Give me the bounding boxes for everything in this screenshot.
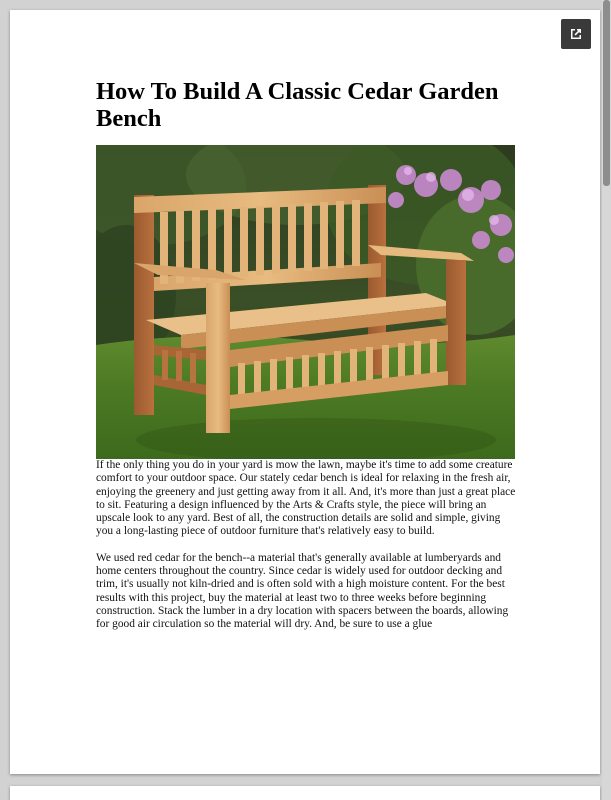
open-in-new-button[interactable] xyxy=(561,19,591,49)
next-page xyxy=(10,786,600,800)
bench-photo-image xyxy=(96,145,515,459)
open-in-new-icon xyxy=(568,26,584,42)
vertical-scrollbar[interactable] xyxy=(602,0,611,800)
page-content xyxy=(96,78,516,632)
paragraph-1: If the only thing you do in your yard is mow the lawn, maybe it's time to add some creature comfort to your outdoor space. Our stately cedar bench is ideal for relaxing in the fresh air, enjoying the greenery and just getting away from it all. And, it's more than just a great place to sit. Featuring a design influenced by the Arts & Crafts style, the piece will bring an upscale look to any yard. Best of all, the construction details are solid and simple, giving you a long-lasting piece of outdoor furniture that's relatively easy to build. xyxy=(96,459,516,538)
bench-photo xyxy=(96,145,515,459)
paragraph-2: We used red cedar for the bench--a material that's generally available at lumberyards and home centers throughout the country. Since cedar is widely used for outdoor decking and trim, it's usually not kiln-dried and is often sold with a high moisture content. For the best results with this project, buy the material at least two to three weeks before beginning construction. Stack the lumber in a dry location with spacers between the boards, allowing for good air circulation so the material will dry. And, be sure to use a glue xyxy=(96,551,509,631)
page-title: How To Build A Classic Cedar Garden Bench xyxy=(96,78,499,132)
document-page xyxy=(10,10,600,774)
scrollbar-thumb[interactable] xyxy=(603,0,610,186)
